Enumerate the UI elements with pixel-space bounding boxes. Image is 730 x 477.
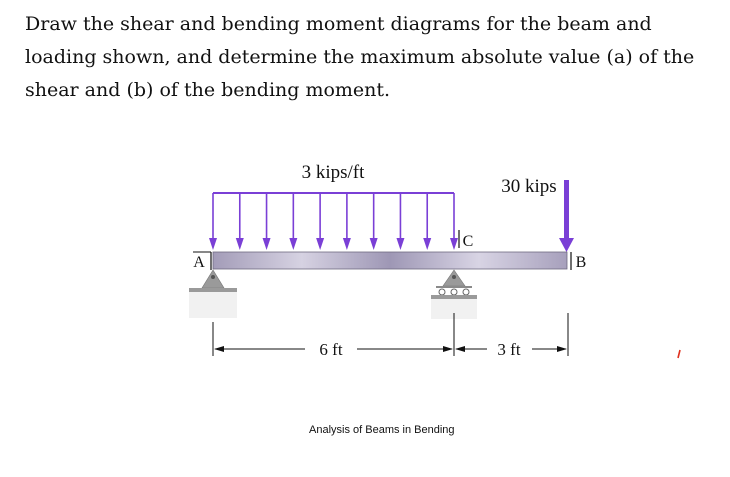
roller-support-c <box>431 270 477 319</box>
dimension-span-ac: 6 ft <box>319 340 343 359</box>
distributed-load-label: 3 kips/ft <box>301 162 365 183</box>
distributed-load-arrow-head <box>236 238 244 250</box>
distributed-load-arrow-head <box>343 238 351 250</box>
distributed-load-arrow-head <box>450 238 458 250</box>
problem-line-2: loading shown, and determine the maximum absolute value (a) of the <box>25 46 695 68</box>
distributed-load-arrow-head <box>396 238 404 250</box>
pin-support-a <box>189 270 237 318</box>
problem-line-3: shear and (b) of the bending moment. <box>25 79 391 101</box>
distributed-load-arrow-head <box>209 238 217 250</box>
distributed-load-arrow-head <box>316 238 324 250</box>
stray-mark <box>678 350 680 358</box>
beam <box>213 252 567 269</box>
problem-line-1: Draw the shear and bending moment diagrams for the beam and <box>25 13 652 35</box>
distributed-load-arrows <box>209 193 458 250</box>
distributed-load-arrow-head <box>423 238 431 250</box>
distributed-load-arrow-head <box>289 238 297 250</box>
point-label-b-text: B <box>575 254 587 271</box>
point-label-a <box>193 252 211 271</box>
point-label-a-text: A <box>193 254 205 271</box>
point-load-arrow <box>559 180 574 252</box>
distributed-load-arrow-head <box>370 238 378 250</box>
distributed-load-arrow-head <box>263 238 271 250</box>
distributed-load <box>209 193 458 250</box>
point-label-c-text: C <box>462 233 474 250</box>
point-label-c <box>459 230 473 250</box>
figure-caption: Analysis of Beams in Bending <box>309 424 455 436</box>
point-label-b <box>571 252 586 271</box>
point-load-label: 30 kips <box>501 176 557 197</box>
dimension-span-cb: 3 ft <box>497 340 521 359</box>
